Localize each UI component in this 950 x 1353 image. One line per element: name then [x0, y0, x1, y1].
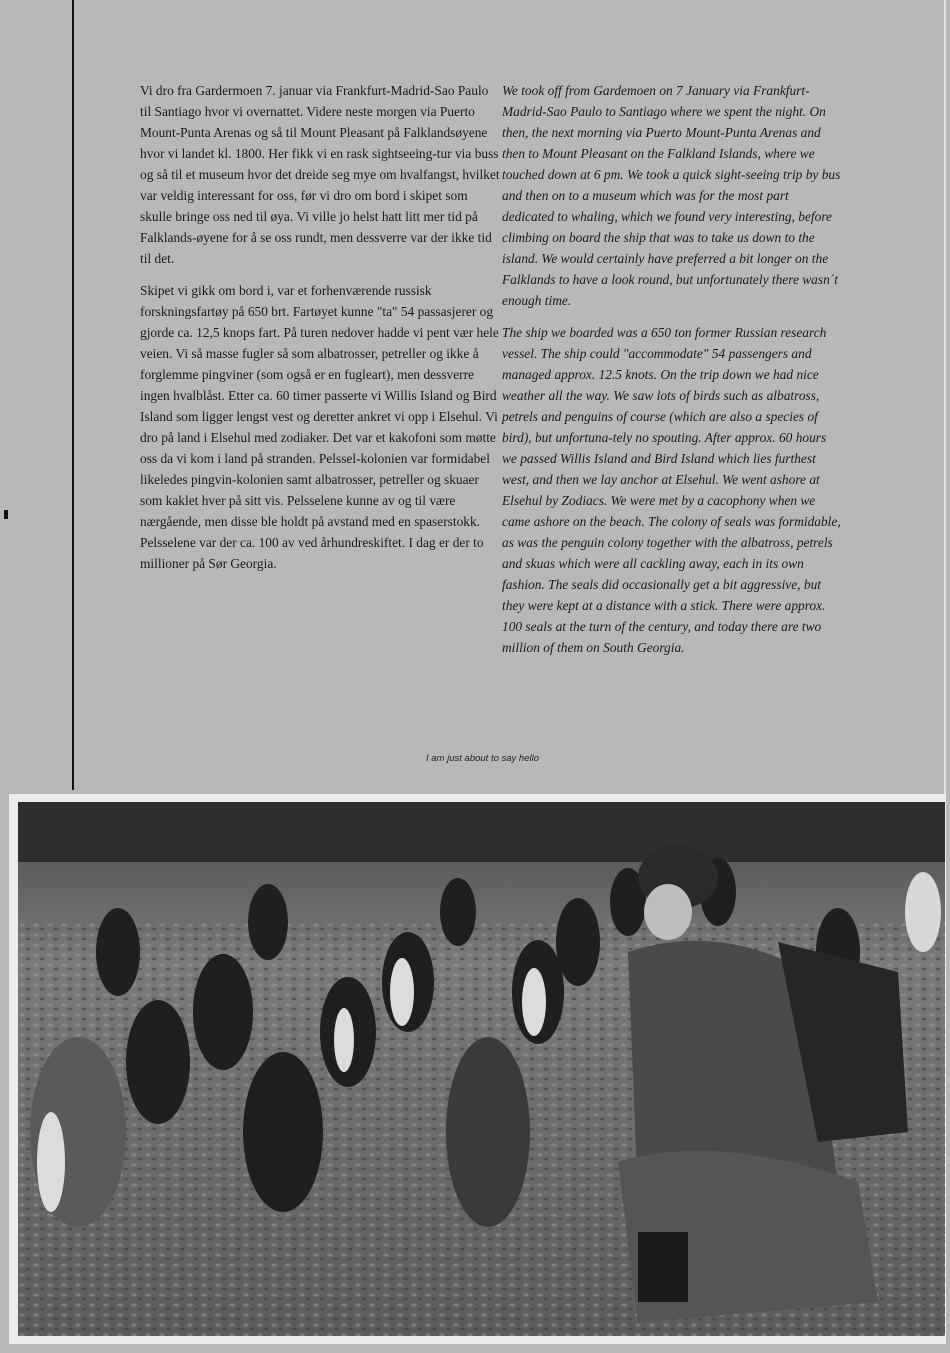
margin-tick-mark — [4, 510, 8, 519]
norwegian-text-column — [140, 80, 500, 585]
english-text-column — [502, 80, 842, 669]
photo-illustration — [18, 802, 945, 1336]
right-edge-rule — [944, 0, 946, 795]
penguin-colony-photo — [18, 802, 945, 1336]
photo-frame — [9, 794, 946, 1344]
english-paragraph-2: The ship we boarded was a 650 ton former Russian research vessel. The ship could "accommodate" 54 passengers and managed approx. 12.5 knots. On the trip down we had nice weather all the way. We saw lots of birds such as albatross, petrels and penguins of course (which are also a species of bird), but unfortuna-tely no spouting. After approx. 60 hours we passed Willis Island and Bird Island which lies furthest west, and then we lay anchor at Elsehul. We went ashore at Elsehul by Zodiacs. We were met by a cacophony when we came ashore on the beach. The colony of seals was formidable, as was the penguin colony together with the albatross, petrels and skuas which were all cackling away, each in its own fashion. The seals did occasionally get a bit aggressive, but they were kept at a distance with a stick. There were approx. 100 seals at the turn of the century, and today there are two million of them on South Georgia. — [502, 325, 841, 655]
norwegian-paragraph-1: Vi dro fra Gardermoen 7. januar via Frankfurt-Madrid-Sao Paulo til Santiago hvor vi overnattet. Videre neste morgen via Puerto Mount-Punta Arenas og så til Mount Pleasant på Falklandsøyene hvor vi landet kl. 1800. Her fikk vi en rask sightseeing-tur via buss og så til et museum hvor det dreide seg mye om hvalfangst, hvilket var veldig interessant for oss, før vi dro om bord i skipet som skulle bringe oss ned til øya. Vi ville jo helst hatt litt mer tid på Falklands-øyene for å se oss rundt, men dessverre var der ikke tid til det. — [140, 83, 500, 266]
vertical-rule — [72, 0, 74, 790]
english-paragraph-1: We took off from Gardemoen on 7 January via Frankfurt-Madrid-Sao Paulo to Santiago where we spent the night. On then, the next morning via Puerto Mount-Punta Arenas and then to Mount Pleasant on the Falkland Islands, where we touched down at 6 pm. We took a quick sight-seeing trip by bus and then on to a museum which was for the most part dedicated to whaling, which we found very interesting, before climbing on board the ship that was to take us down to the island. We would certainly have preferred a bit longer on the Falklands to have a look round, but unfortunately there wasn´t enough time. — [502, 83, 841, 308]
photo-caption: I am just about to say hello — [426, 753, 540, 764]
norwegian-paragraph-2: Skipet vi gikk om bord i, var et forhenværende russisk forskningsfartøy på 650 brt. Fartøyet kunne "ta" 54 passasjerer og gjorde ca. 12,5 knops fart. På turen nedover hadde vi pent vær hele veien. Vi så masse fugler så som albatrosser, petreller og ikke å forglemme pingviner (som også er en fugleart), men dessverre ingen hvalblåst. Etter ca. 60 timer passerte vi Willis Island og Bird Island som ligger lengst vest og deretter ankret vi opp i Elsehul. Vi dro på land i Elsehul med zodiaker. Det var et kakofoni som møtte oss da vi kom i land på stranden. Pelssel-kolonien var formidabel likeledes pingvin-kolonien samt albatrosser, petreller og skuaer som kaklet hver på sitt vis. Pelsselene kunne av og til være nærgående, men disse ble holdt på avstand med en spaserstokk. Pelsselene var der ca. 100 av ved århundreskiftet. I dag er der to millioner på Sør Georgia. — [140, 283, 499, 571]
